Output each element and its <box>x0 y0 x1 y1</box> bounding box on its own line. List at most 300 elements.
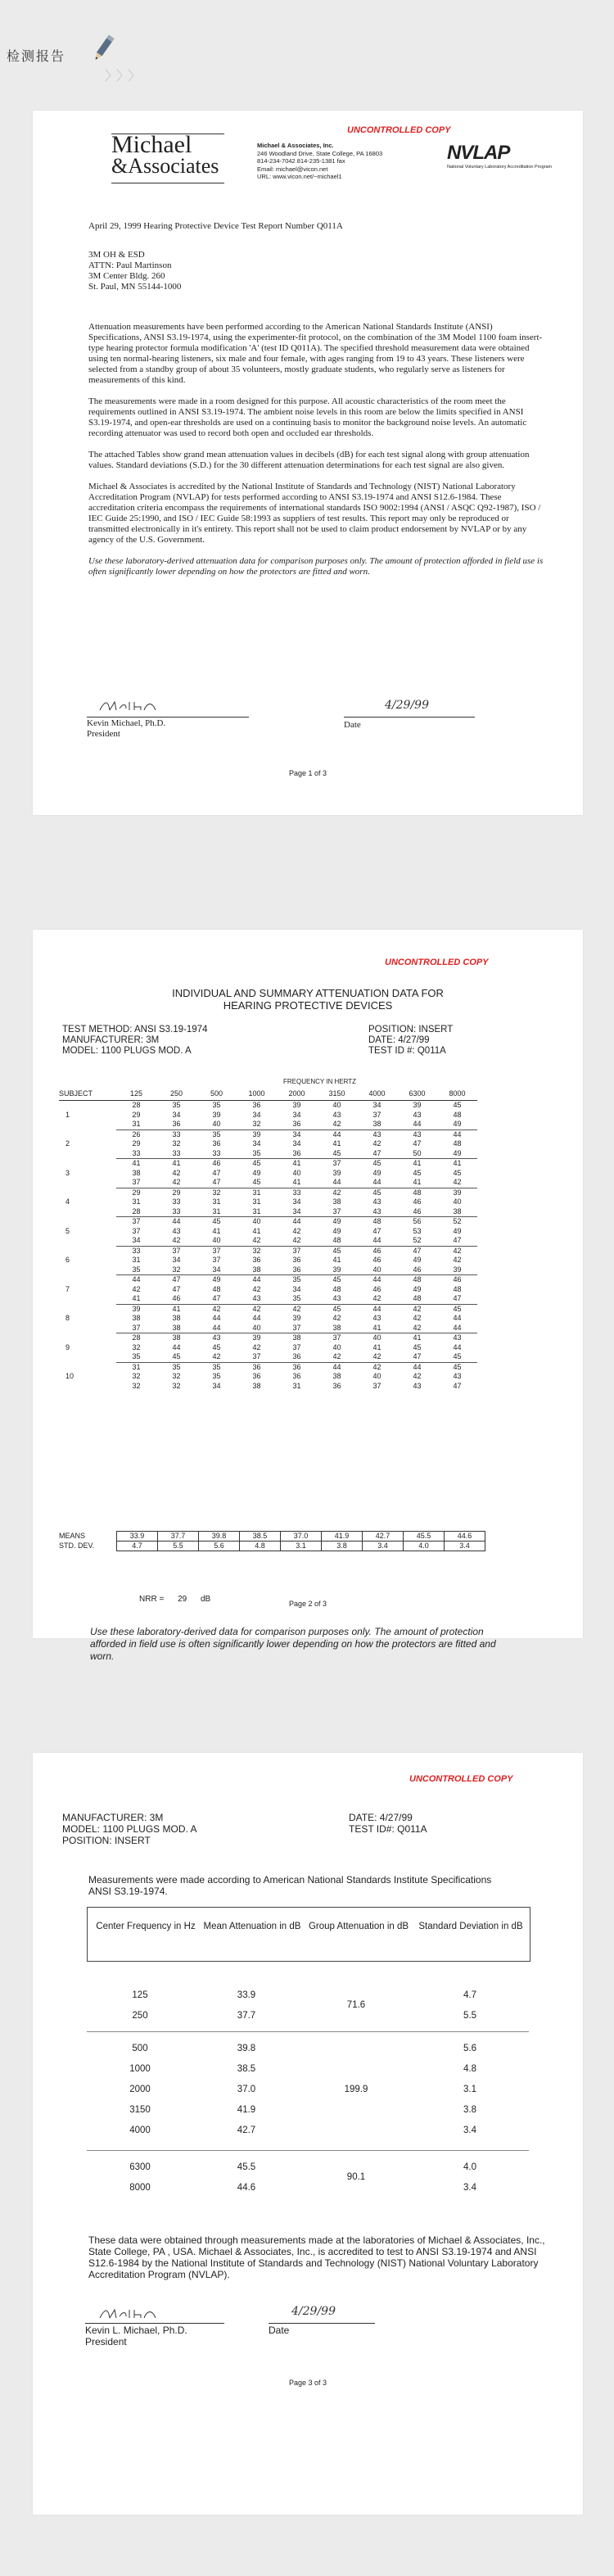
attenuation-cell: 49 <box>453 1148 462 1157</box>
test-id: TEST ID#: Q011A <box>349 1823 427 1835</box>
attenuation-cell: 39 <box>413 1101 422 1109</box>
std-dev-value: 4.8 <box>240 1542 281 1551</box>
attenuation-cell: 36 <box>252 1256 261 1264</box>
means-row <box>59 1532 485 1542</box>
attenuation-cell: 42 <box>212 1352 221 1360</box>
attenuation-cell: 31 <box>132 1256 141 1264</box>
signer-name: Kevin L. Michael, Ph.D. <box>85 2325 187 2336</box>
mean-attenuation-cell: 42.7 <box>237 2126 256 2135</box>
attenuation-cell: 40 <box>237 1217 277 1227</box>
attenuation-cell: 44 <box>277 1217 317 1227</box>
mean-attenuation-cell: 45.5 <box>237 2162 256 2172</box>
nrr-value: 29 <box>178 1595 187 1604</box>
attenuation-cell: 43 <box>372 1314 381 1322</box>
attenuation-cell: 34 <box>292 1284 301 1293</box>
attenuation-cell: 37 <box>317 1333 357 1343</box>
subject-id: 5 <box>65 1226 70 1235</box>
attenuation-cell: 36 <box>252 1101 261 1109</box>
attenuation-cell: 45 <box>172 1352 181 1360</box>
attenuation-cell: 42 <box>317 1188 357 1197</box>
attenuation-cell: 46 <box>413 1207 422 1216</box>
attenuation-cell: 42 <box>437 1246 477 1256</box>
subject-id <box>59 1236 116 1246</box>
attenuation-cell: 36 <box>292 1352 301 1360</box>
attenuation-cell: 56 <box>397 1217 437 1227</box>
letterhead <box>257 142 382 181</box>
attenuation-cell: 46 <box>413 1197 422 1206</box>
subject-id <box>59 1304 116 1314</box>
attenuation-cell: 47 <box>413 1352 422 1360</box>
attenuation-cell: 42 <box>172 1236 181 1244</box>
attenuation-cell: 31 <box>132 1197 141 1206</box>
nvlap-logo <box>447 142 562 170</box>
column-header: 4000 <box>357 1089 397 1101</box>
attenuation-cell: 52 <box>413 1236 422 1244</box>
attenuation-cell: 31 <box>237 1188 277 1197</box>
attenuation-cell: 32 <box>252 1120 261 1128</box>
table-row <box>59 1217 477 1227</box>
attenuation-cell: 40 <box>212 1236 221 1244</box>
page-number: Page 3 of 3 <box>288 2379 327 2387</box>
attenuation-cell: 38 <box>132 1168 141 1177</box>
attenuation-cell: 42 <box>196 1304 237 1314</box>
attenuation-cell: 40 <box>292 1168 301 1177</box>
table-row <box>59 1324 477 1333</box>
subject-id <box>59 1130 116 1139</box>
attenuation-cell: 44 <box>116 1275 156 1285</box>
table-row <box>59 1149 477 1159</box>
test-metadata-right <box>349 1812 427 1835</box>
attenuation-cell: 37 <box>332 1207 341 1216</box>
address-line: ATTN: Paul Martinson <box>88 260 172 270</box>
attenuation-cell: 31 <box>212 1197 221 1206</box>
attenuation-cell: 38 <box>132 1314 141 1322</box>
report-page-1 <box>33 111 583 815</box>
group-attenuation-cell: 199.9 <box>344 2085 368 2094</box>
attenuation-cell: 32 <box>132 1381 141 1390</box>
attenuation-cell: 42 <box>332 1314 341 1322</box>
attenuation-cell: 38 <box>453 1207 462 1216</box>
std-dev-cell: 4.0 <box>463 2162 476 2172</box>
attenuation-cell: 45 <box>317 1304 357 1314</box>
mean-attenuation-cell: 39.8 <box>237 2044 256 2053</box>
frequency-cell: 6300 <box>129 2162 151 2172</box>
address-line: 3M Center Bldg. 260 <box>88 271 165 281</box>
column-header: 2000 <box>277 1089 317 1101</box>
attenuation-cell: 39 <box>332 1265 341 1274</box>
attenuation-cell: 48 <box>397 1188 437 1197</box>
attenuation-cell: 35 <box>132 1352 141 1360</box>
frequency-cell: 125 <box>132 1990 148 2000</box>
attenuation-cell: 35 <box>196 1130 237 1139</box>
subject-id <box>59 1382 116 1392</box>
table-row <box>59 1159 477 1169</box>
attenuation-cell: 38 <box>156 1333 196 1343</box>
attenuation-cell: 49 <box>252 1168 261 1177</box>
std-dev-cell: 3.8 <box>463 2105 476 2115</box>
attenuation-cell: 39 <box>453 1265 462 1274</box>
attenuation-cell: 35 <box>172 1101 181 1109</box>
attenuation-cell: 47 <box>212 1168 221 1177</box>
table-row <box>59 1246 477 1256</box>
attenuation-cell: 45 <box>237 1159 277 1169</box>
std-dev-cell: 3.1 <box>463 2085 476 2094</box>
attenuation-cell: 44 <box>172 1342 181 1351</box>
attenuation-cell: 47 <box>453 1236 462 1244</box>
comparison-note: Use these laboratory-derived data for comparison purposes only. The amount of protection afforded in field use is often significantly lower depending on how the protectors are fitted and worn. <box>90 1626 496 1662</box>
attenuation-cell: 42 <box>372 1294 381 1302</box>
attenuation-cell: 34 <box>172 1256 181 1264</box>
attenuation-cell: 46 <box>172 1294 181 1302</box>
report-banner <box>0 0 614 90</box>
attenuation-cell: 48 <box>413 1294 422 1302</box>
subject-id: 2 <box>65 1139 70 1148</box>
attenuation-cell: 44 <box>237 1275 277 1285</box>
attenuation-cell: 44 <box>317 1130 357 1139</box>
attenuation-cell: 36 <box>292 1120 301 1128</box>
attenuation-cell: 37 <box>277 1246 317 1256</box>
attenuation-cell: 36 <box>292 1148 301 1157</box>
subject-id: 3 <box>65 1168 70 1177</box>
attenuation-cell: 35 <box>212 1101 221 1109</box>
attenuation-cell: 48 <box>212 1284 221 1293</box>
table-header-row <box>59 1089 477 1101</box>
table-row <box>59 1169 477 1179</box>
attenuation-cell: 53 <box>413 1226 422 1235</box>
mean-value: 37.7 <box>158 1532 199 1542</box>
attenuation-cell: 44 <box>437 1130 477 1139</box>
table-row <box>59 1294 477 1304</box>
mean-value: 41.9 <box>322 1532 363 1542</box>
attenuation-cell: 34 <box>372 1101 381 1109</box>
attenuation-cell: 45 <box>453 1101 462 1109</box>
attenuation-cell: 43 <box>172 1226 181 1235</box>
attenuation-cell: 41 <box>132 1294 141 1302</box>
attenuation-cell: 34 <box>172 1110 181 1119</box>
attenuation-cell: 38 <box>332 1323 341 1332</box>
table-row <box>59 1130 477 1139</box>
attenuation-cell: 36 <box>292 1256 301 1264</box>
attenuation-cell: 45 <box>317 1275 357 1285</box>
attenuation-cell: 37 <box>132 1226 141 1235</box>
report-page-3 <box>33 1753 583 2515</box>
attenuation-cell: 28 <box>116 1333 156 1343</box>
attenuation-cell: 42 <box>357 1362 397 1372</box>
company-address: 246 Woodland Drive, State College, PA 16803 <box>257 149 383 157</box>
subject-id <box>59 1217 116 1227</box>
date-line <box>269 2323 375 2324</box>
signer-block <box>87 718 251 740</box>
attenuation-cell: 43 <box>372 1197 381 1206</box>
attenuation-cell: 44 <box>212 1323 221 1332</box>
table-title-line-2: HEARING PROTECTIVE DEVICES <box>223 999 393 1012</box>
test-date: DATE: 4/27/99 <box>368 1035 430 1045</box>
std-dev-cell: 4.7 <box>463 1990 476 2000</box>
table-row <box>59 1139 477 1149</box>
attenuation-cell: 38 <box>332 1372 341 1380</box>
signed-date: 4/29/99 <box>291 2305 336 2318</box>
attenuation-cell: 35 <box>212 1372 221 1380</box>
attenuation-cell: 49 <box>372 1168 381 1177</box>
report-title: 检测报告 <box>7 48 66 64</box>
attenuation-cell: 44 <box>156 1217 196 1227</box>
attenuation-cell: 40 <box>357 1333 397 1343</box>
attenuation-cell: 47 <box>397 1246 437 1256</box>
pencil-icon <box>90 31 118 64</box>
attenuation-cell: 34 <box>292 1207 301 1216</box>
column-header: Mean Attenuation in dB <box>203 1922 301 1931</box>
attenuation-cell: 39 <box>292 1101 301 1109</box>
column-header: 3150 <box>317 1089 357 1101</box>
table-row <box>59 1275 477 1285</box>
attenuation-cell: 35 <box>156 1362 196 1372</box>
company-email: Email: michael@vicon.net <box>257 165 328 173</box>
attenuation-cell: 42 <box>372 1352 381 1360</box>
attenuation-cell: 47 <box>372 1226 381 1235</box>
attenuation-cell: 49 <box>413 1284 422 1293</box>
attenuation-cell: 49 <box>317 1217 357 1227</box>
attenuation-cell: 35 <box>132 1265 141 1274</box>
report-page-2 <box>33 930 583 1662</box>
attenuation-cell: 48 <box>453 1139 462 1148</box>
attenuation-cell: 37 <box>317 1159 357 1169</box>
attenuation-cell: 42 <box>252 1236 261 1244</box>
attenuation-cell: 46 <box>437 1275 477 1285</box>
attenuation-cell: 36 <box>172 1120 181 1128</box>
attenuation-cell: 41 <box>277 1159 317 1169</box>
attenuation-cell: 35 <box>292 1294 301 1302</box>
attenuation-cell: 41 <box>332 1139 341 1148</box>
nrr-unit: dB <box>200 1595 211 1604</box>
attenuation-cell: 52 <box>437 1217 477 1227</box>
table-row <box>59 1188 477 1197</box>
attenuation-cell: 41 <box>292 1178 301 1186</box>
attenuation-cell: 37 <box>372 1381 381 1390</box>
attenuation-cell: 41 <box>397 1333 437 1343</box>
attenuation-cell: 46 <box>196 1159 237 1169</box>
mean-attenuation-cell: 37.7 <box>237 2011 256 2021</box>
attenuation-cell: 29 <box>132 1110 141 1119</box>
attenuation-cell: 37 <box>116 1217 156 1227</box>
attenuation-cell: 32 <box>237 1246 277 1256</box>
attenuation-cell: 36 <box>252 1372 261 1380</box>
date-label: Date <box>269 2325 290 2336</box>
column-header: Group Attenuation in dB <box>308 1922 409 1931</box>
attenuation-cell: 45 <box>196 1217 237 1227</box>
test-date: DATE: 4/27/99 <box>349 1812 413 1823</box>
attenuation-cell: 47 <box>156 1275 196 1285</box>
body-paragraph: The measurements were made in a room designed for this purpose. All acoustic characteristics of the room meet the requirements outlined in ANSI S3.19-1974. The ambient noise levels in this room are below the limits specified in ANSI S3.19-1974, and open-ear thresholds are used on a continuing basis to monitor the background noise levels. An automatic recording attenuator was used to record both open and occluded ear thresholds. <box>88 396 527 438</box>
attenuation-cell: 44 <box>453 1323 462 1332</box>
attenuation-cell: 42 <box>453 1178 462 1186</box>
attenuation-cell: 39 <box>332 1168 341 1177</box>
table-row <box>59 1343 477 1353</box>
attenuation-cell: 40 <box>252 1323 261 1332</box>
subject-id <box>59 1362 116 1372</box>
attenuation-cell: 36 <box>212 1139 221 1148</box>
attenuation-cell: 38 <box>277 1333 317 1343</box>
subject-id: 8 <box>65 1314 70 1322</box>
attenuation-cell: 33 <box>277 1188 317 1197</box>
mean-value: 33.9 <box>117 1532 158 1542</box>
std-dev-value: 3.4 <box>445 1542 485 1551</box>
attenuation-cell: 37 <box>132 1323 141 1332</box>
attenuation-cell: 37 <box>156 1246 196 1256</box>
attenuation-cell: 40 <box>332 1342 341 1351</box>
group-divider <box>87 2031 529 2032</box>
attenuation-cell: 42 <box>413 1314 422 1322</box>
attenuation-cell: 42 <box>172 1178 181 1186</box>
group-attenuation-cell: 90.1 <box>346 2172 366 2182</box>
attenuation-cell: 45 <box>252 1178 261 1186</box>
subject-id <box>59 1324 116 1333</box>
attenuation-cell: 43 <box>437 1333 477 1343</box>
attenuation-cell: 48 <box>453 1110 462 1119</box>
mean-value: 44.6 <box>445 1532 485 1542</box>
attenuation-cell: 47 <box>172 1284 181 1293</box>
attenuation-cell: 34 <box>277 1130 317 1139</box>
address-line: St. Paul, MN 55144-1000 <box>88 282 182 292</box>
mean-attenuation-cell: 44.6 <box>237 2183 256 2193</box>
attenuation-cell: 45 <box>357 1159 397 1169</box>
attenuation-cell: 33 <box>172 1148 181 1157</box>
subject-id <box>59 1178 116 1188</box>
mean-attenuation-cell: 41.9 <box>237 2105 256 2115</box>
attenuation-cell: 45 <box>437 1304 477 1314</box>
std-dev-cell: 3.4 <box>463 2183 476 2193</box>
nvlap-wordmark: NVLAP <box>447 142 510 164</box>
attenuation-cell: 28 <box>132 1101 141 1109</box>
table-row <box>59 1285 477 1295</box>
frequency-cell: 3150 <box>129 2105 151 2115</box>
test-id: TEST ID #: Q011A <box>368 1046 446 1056</box>
attenuation-cell: 38 <box>332 1197 341 1206</box>
attenuation-cell: 33 <box>156 1130 196 1139</box>
attenuation-cell: 33 <box>172 1207 181 1216</box>
attenuation-cell: 36 <box>277 1362 317 1372</box>
attenuation-cell: 39 <box>437 1188 477 1197</box>
table-row <box>59 1236 477 1246</box>
attenuation-cell: 34 <box>252 1139 261 1148</box>
attenuation-cell: 32 <box>172 1381 181 1390</box>
group-attenuation-cell: 71.6 <box>346 2000 366 2010</box>
attenuation-cell: 44 <box>453 1314 462 1322</box>
signer-title: President <box>85 2336 127 2347</box>
summary-table-header <box>87 1907 530 1962</box>
frequency-cell: 8000 <box>129 2183 151 2193</box>
attenuation-cell: 32 <box>132 1342 141 1351</box>
attenuation-cell: 29 <box>116 1188 156 1197</box>
attenuation-cell: 36 <box>332 1381 341 1390</box>
attenuation-cell: 41 <box>372 1323 381 1332</box>
attenuation-cell: 42 <box>413 1372 422 1380</box>
frequency-heading: FREQUENCY IN HERTZ <box>283 1078 357 1085</box>
column-header: 250 <box>156 1089 196 1101</box>
attenuation-cell: 40 <box>212 1120 221 1128</box>
table-row <box>59 1207 477 1217</box>
signer-name: Kevin Michael, Ph.D. <box>87 718 166 728</box>
attenuation-cell: 35 <box>196 1362 237 1372</box>
signature-line <box>87 717 249 718</box>
subject-id: 9 <box>65 1342 70 1351</box>
logo-line-1: Michael <box>111 131 192 158</box>
attenuation-cell: 41 <box>252 1226 261 1235</box>
attenuation-cell: 44 <box>317 1362 357 1372</box>
comparison-note: Use these laboratory-derived attenuation data for comparison purposes only. The amount of protection afforded in field use is often significantly lower depending on how the protectors are fitted and worn. <box>88 556 544 577</box>
attenuation-cell: 34 <box>292 1139 301 1148</box>
attenuation-cell: 46 <box>372 1256 381 1264</box>
attenuation-cell: 43 <box>413 1381 422 1390</box>
attenuation-cell: 44 <box>357 1304 397 1314</box>
std-dev-cell: 5.5 <box>463 2011 476 2021</box>
subject-id <box>59 1246 116 1256</box>
mean-attenuation-cell: 33.9 <box>237 1990 256 2000</box>
attenuation-cell: 31 <box>292 1381 301 1390</box>
attenuation-cell: 43 <box>372 1207 381 1216</box>
attenuation-cell: 38 <box>372 1120 381 1128</box>
attenuation-cell: 36 <box>237 1362 277 1372</box>
chevron-decoration: 〉〉〉 <box>105 70 147 84</box>
attenuation-cell: 42 <box>332 1352 341 1360</box>
subject-id <box>59 1333 116 1343</box>
attenuation-cell: 43 <box>332 1294 341 1302</box>
attenuation-cell: 31 <box>252 1197 261 1206</box>
attenuation-cell: 48 <box>397 1275 437 1285</box>
model: MODEL: 1100 PLUGS MOD. A <box>62 1046 192 1056</box>
attenuation-cell: 48 <box>357 1217 397 1227</box>
subject-id <box>59 1159 116 1169</box>
attenuation-cell: 48 <box>453 1284 462 1293</box>
table-row <box>59 1197 477 1207</box>
uncontrolled-copy-stamp: UNCONTROLLED COPY <box>409 1774 513 1784</box>
signature-image <box>98 2307 164 2323</box>
attenuation-cell: 46 <box>357 1246 397 1256</box>
subject-id: 10 <box>65 1372 74 1380</box>
attenuation-cell: 45 <box>413 1342 422 1351</box>
attenuation-cell: 47 <box>212 1178 221 1186</box>
means-label: MEANS <box>59 1532 86 1540</box>
attenuation-cell: 42 <box>453 1256 462 1264</box>
std-dev-row <box>59 1542 485 1551</box>
test-method: TEST METHOD: ANSI S3.19-1974 <box>62 1025 208 1034</box>
attenuation-cell: 47 <box>372 1148 381 1157</box>
subject-id <box>59 1265 116 1275</box>
footer-text: These data were obtained through measurements made at the laboratories of Michael & Associates, Inc., State College, PA , USA. Michael & Associates, Inc., is accredited to test to ANSI S3.19-1974 and ANSI S12.6-1984 by the National Institute of Standards and Technology (NIST) National Voluntary Laboratory Accreditation Program (NVLAP). <box>88 2234 545 2280</box>
test-metadata <box>62 1025 207 1057</box>
subject-id: 1 <box>65 1110 70 1119</box>
attenuation-cell: 49 <box>453 1226 462 1235</box>
subject-id <box>59 1207 116 1217</box>
attenuation-cell: 42 <box>292 1226 301 1235</box>
attenuation-cell: 34 <box>132 1236 141 1244</box>
attenuation-cell: 47 <box>453 1381 462 1390</box>
attenuation-cell: 45 <box>317 1246 357 1256</box>
attenuation-cell: 39 <box>116 1304 156 1314</box>
logo-line-2: &Associates <box>111 154 219 178</box>
attenuation-cell: 49 <box>332 1226 341 1235</box>
attenuation-cell: 31 <box>116 1362 156 1372</box>
attenuation-cell: 45 <box>212 1342 221 1351</box>
report-date-line: April 29, 1999 Hearing Protective Device Test Report Number Q011A <box>88 221 343 231</box>
attenuation-cell: 41 <box>116 1159 156 1169</box>
body-paragraph: Attenuation measurements have been performed according to the American National Standards Institute (ANSI) Specifications, ANSI S3.19-1974, using the experimenter-fit protocol, on the combination of the 3M Model 1100 foam insert-type hearing protector formula modification 'A' (test ID Q011A). The specified threshold measurement data were obtained using ten normal-hearing listeners, six male and four female, with ages ranging from 19 to 43 years. These listeners were selected from a standby group of about 35 volunteers, mostly graduate students, who regularly serve as listeners for measurements of this kind. <box>88 322 543 385</box>
attenuation-cell: 41 <box>372 1342 381 1351</box>
subject-id: 4 <box>65 1197 70 1206</box>
nrr-label: NRR = <box>139 1595 165 1604</box>
attenuation-cell: 37 <box>292 1323 301 1332</box>
column-header: 8000 <box>437 1089 477 1101</box>
attenuation-cell: 44 <box>372 1236 381 1244</box>
